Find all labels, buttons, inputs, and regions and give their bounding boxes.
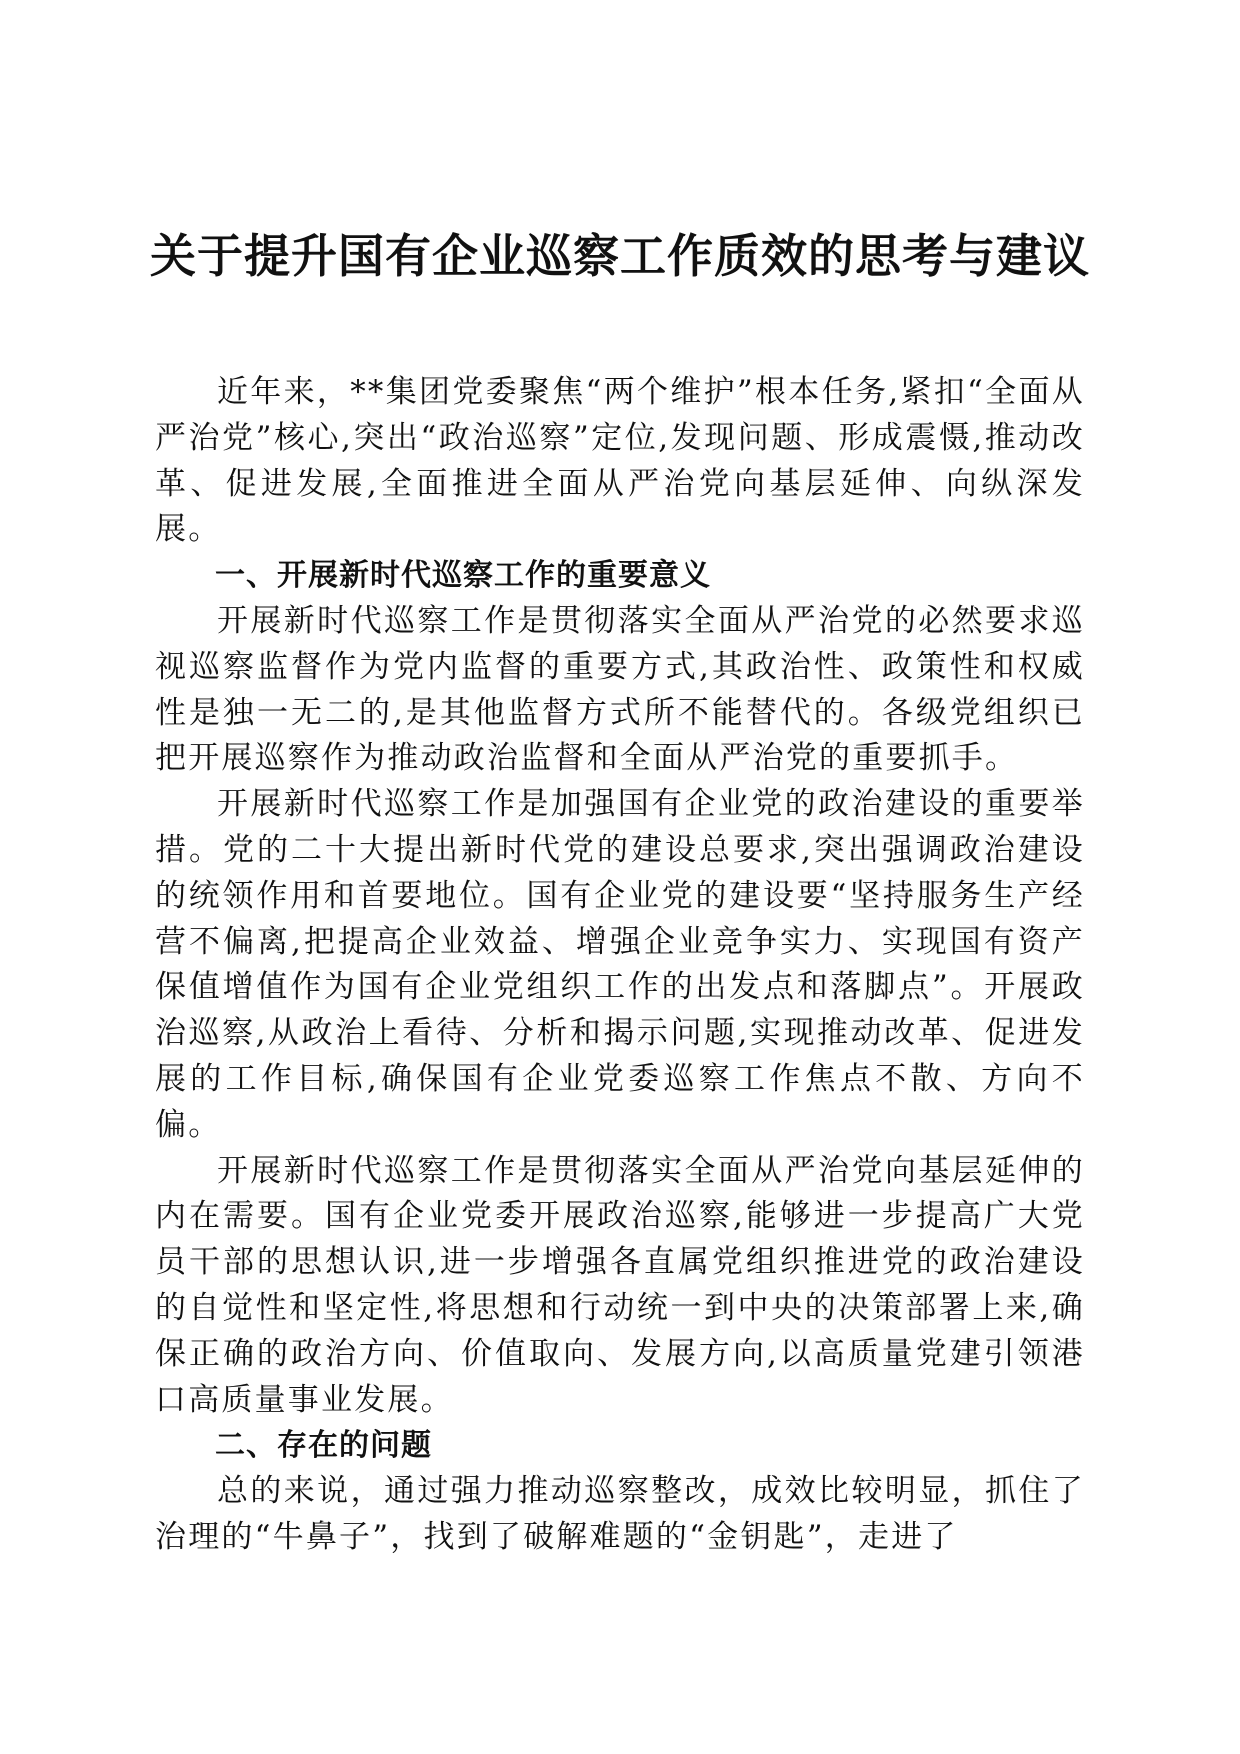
body-paragraph: 开展新时代巡察工作是贯彻落实全面从严治党向基层延伸的内在需要。国有企业党委开展政治巡察,能够进一步提高广大党员干部的思想认识,进一步增强各直属党组织推进党的政治建设的自觉性和坚定性,将思想和行动统一到中央的决策部署上来,确保正确的政治方向、价值取向、发展方向,以高质量党建引领港口高质量事业发展。 <box>155 1152 1085 1418</box>
section-heading-problems: 二、存在的问题 <box>215 1428 432 1464</box>
body-paragraph: 开展新时代巡察工作是加强国有企业党的政治建设的重要举措。党的二十大提出新时代党的建设总要求,突出强调政治建设的统领作用和首要地位。国有企业党的建设要“坚持服务生产经营不偏离,把提高企业效益、增强企业竞争实力、实现国有资产保值增值作为国有企业党组织工作的出发点和落脚点”。开展政治巡察,从政治上看待、分析和揭示问题,实现推动改革、促进发展的工作目标,确保国有企业党委巡察工作焦点不散、方向不偏。 <box>155 786 1085 1143</box>
intro-paragraph: 近年来，**集团党委聚焦“两个维护”根本任务,紧扣“全面从严治党”核心,突出“政治巡察”定位,发现问题、形成震慑,推动改革、促进发展,全面推进全面从严治党向基层延伸、向纵深发展。 <box>155 374 1085 548</box>
body-paragraph: 开展新时代巡察工作是贯彻落实全面从严治党的必然要求巡视巡察监督作为党内监督的重要方式,其政治性、政策性和权威性是独一无二的,是其他监督方式所不能替代的。各级党组织已把开展巡察作为推动政治监督和全面从严治党的重要抓手。 <box>155 602 1085 777</box>
section-heading-significance: 一、开展新时代巡察工作的重要意义 <box>215 558 711 594</box>
document-title: 关于提升国有企业巡察工作质效的思考与建议 <box>150 229 1090 283</box>
document-body <box>155 370 1085 1561</box>
body-paragraph: 总的来说，通过强力推动巡察整改，成效比较明显，抓住了治理的“牛鼻子”，找到了破解难题的“金钥匙”，走进了 <box>155 1473 1085 1555</box>
